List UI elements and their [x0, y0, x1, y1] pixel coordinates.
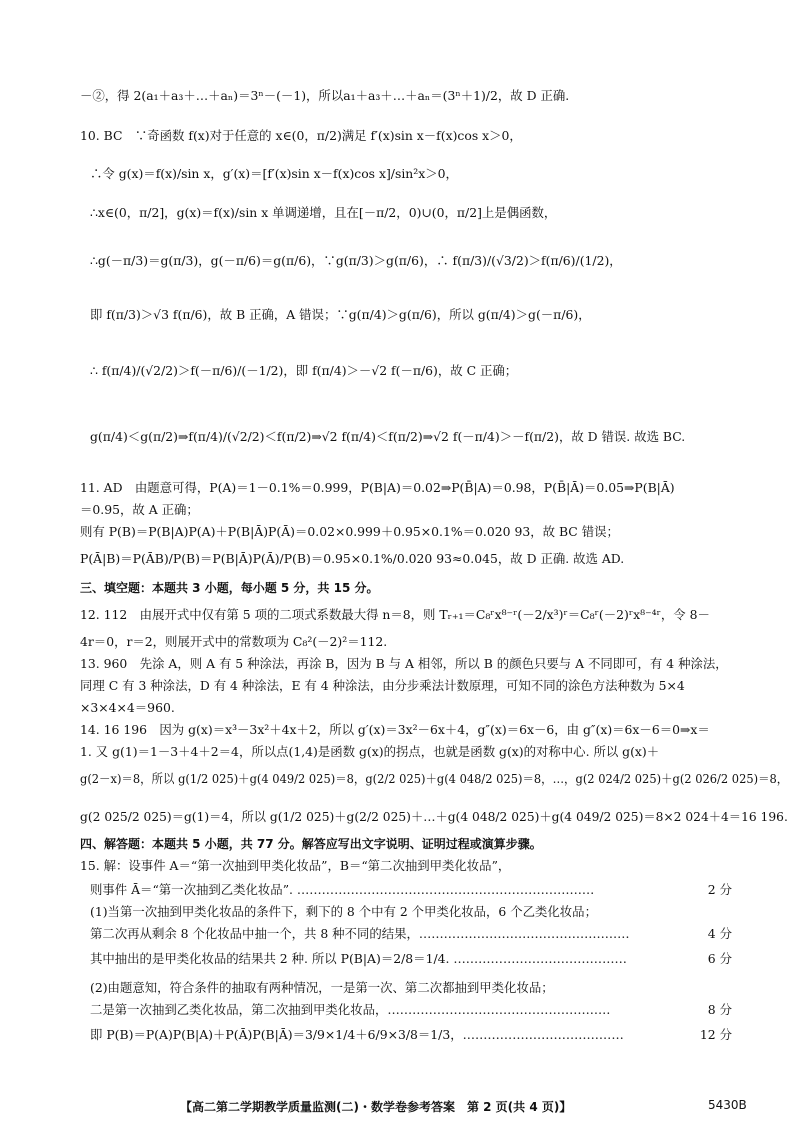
text-line: 13. 960 先涂 A，则 A 有 5 种涂法，再涂 B，因为 B 与 A 相邻，所以 B 的颜色只要与 A 不同即可，有 4 种涂法，	[80, 656, 728, 671]
section-heading: 四、解答题：本题共 5 小题，共 77 分。解答应写出文字说明、证明过程或演算步骤。	[80, 837, 542, 851]
text-line: 则事件 Ā＝“第一次抽到乙类化妆品”. ………………………………………………………………	[90, 882, 595, 897]
text-line: 其中抽出的是甲类化妆品的结果共 2 种. 所以 P(B|A)＝2/8＝1/4. ……………………………………	[90, 951, 627, 966]
page-footer: 【高二第二学期教学质量监测(二)・数学卷参考答案 第 2 页(共 4 页)】	[180, 1100, 572, 1114]
text-line: ∴令 g(x)＝f(x)/sin x，g′(x)＝[f′(x)sin x－f(x)cos x]/sin²x＞0，	[90, 166, 458, 181]
text-line: 11. AD 由题意可得，P(A)＝1－0.1%＝0.999，P(B|A)＝0.02⇒P(B̄|A)＝0.98，P(B̄|Ā)＝0.05⇒P(B|Ā)	[80, 480, 675, 495]
text-line: 同理 C 有 3 种涂法，D 有 4 种涂法，E 有 4 种涂法，由分步乘法计数原理，可知不同的涂色方法种数为 5×4	[80, 678, 685, 693]
text-line: 第二次再从剩余 8 个化妆品中抽一个，共 8 种不同的结果，……………………………………………	[90, 926, 630, 941]
text-line: 即 P(B)＝P(A)P(B|A)＋P(Ā)P(B|Ā)＝3/9×1/4＋6/9×3/8＝1/3，…………………………………	[90, 1027, 624, 1042]
text-line: 12. 112 由展开式中仅有第 5 项的二项式系数最大得 n＝8，则 Tᵣ₊₁＝C₈ʳx⁸⁻ʳ(－2/x³)ʳ＝C₈ʳ(－2)ʳx⁸⁻⁴ʳ，令 8－	[80, 607, 710, 622]
text-line: 即 f(π/3)＞√3 f(π/6)，故 B 正确，A 错误；∵g(π/4)＞g(π/6)，所以 g(π/4)＞g(－π/6)，	[90, 307, 591, 322]
text-line: 15. 解：设事件 A＝“第一次抽到甲类化妆品”，B＝“第二次抽到甲类化妆品”，	[80, 858, 511, 873]
doc-code: 5430B	[708, 1098, 747, 1112]
text-line: 1. 又 g(1)＝1－3＋4＋2＝4，所以点(1,4)是函数 g(x)的拐点，也就是函数 g(x)的对称中心. 所以 g(x)＋	[80, 744, 660, 759]
text-line: g(π/4)＜g(π/2)⇒f(π/4)/(√2/2)＜f(π/2)⇒√2 f(π/4)＜f(π/2)⇒√2 f(－π/4)＞－f(π/2)，故 D 错误. 故选 BC.	[90, 429, 686, 444]
score-label: 8 分	[707, 1002, 732, 1017]
section-heading: 三、填空题：本题共 3 小题，每小题 5 分，共 15 分。	[80, 581, 379, 595]
text-line: 则有 P(B)＝P(B|A)P(A)＋P(B|Ā)P(Ā)＝0.02×0.999＋0.95×0.1%＝0.020 93，故 BC 错误；	[80, 524, 619, 539]
text-line: g(2－x)＝8，所以 g(1/2 025)＋g(4 049/2 025)＝8，g(2/2 025)＋g(4 048/2 025)＝8，…，g(2 024/2 025)＋g(2 026/2 025)＝8，	[80, 771, 789, 786]
text-line: g(2 025/2 025)＝g(1)＝4，所以 g(1/2 025)＋g(2/2 025)＋…＋g(4 048/2 025)＋g(4 049/2 025)＝8×2 024＋4＝16 196.	[80, 809, 788, 824]
text-line: ∴ f(π/4)/(√2/2)＞f(－π/6)/(－1/2)，即 f(π/4)＞－√2 f(－π/6)，故 C 正确；	[90, 363, 518, 378]
text-line: 二是第一次抽到乙类化妆品，第二次抽到甲类化妆品，………………………………………………	[90, 1002, 611, 1017]
text-line: ＝0.95，故 A 正确；	[80, 502, 199, 517]
text-line: 4r＝0，r＝2，则展开式中的常数项为 C₈²(－2)²＝112.	[80, 634, 388, 649]
score-label: 6 分	[707, 951, 732, 966]
text-line: P(Ā|B)＝P(ĀB)/P(B)＝P(B|Ā)P(Ā)/P(B)＝0.95×0.1%/0.020 93≈0.045，故 D 正确. 故选 AD.	[80, 551, 625, 566]
score-label: 4 分	[707, 926, 732, 941]
text-line: ×3×4×4＝960.	[80, 700, 175, 715]
text-line: 14. 16 196 因为 g(x)＝x³－3x²＋4x＋2，所以 g′(x)＝3x²－6x＋4，g″(x)＝6x－6，由 g″(x)＝6x－6＝0⇒x＝	[80, 722, 710, 737]
text-line: －②，得 2(a₁＋a₃＋…＋aₙ)＝3ⁿ－(－1)，所以a₁＋a₃＋…＋aₙ＝(3ⁿ＋1)/2，故 D 正确.	[80, 88, 570, 103]
text-line: (1)当第一次抽到甲类化妆品的条件下，剩下的 8 个中有 2 个甲类化妆品，6 个乙类化妆品；	[90, 904, 597, 919]
text-line: (2)由题意知，符合条件的抽取有两种情况，一是第一次、第二次都抽到甲类化妆品；	[90, 980, 554, 995]
text-line: ∴x∈(0，π/2]，g(x)＝f(x)/sin x 单调递增，且在[－π/2，0)∪(0，π/2]上是偶函数，	[90, 205, 557, 220]
text-line: 10. BC ∵奇函数 f(x)对于任意的 x∈(0，π/2)满足 f′(x)sin x－f(x)cos x＞0，	[80, 128, 522, 143]
text-line: ∴g(－π/3)＝g(π/3)，g(－π/6)＝g(π/6)，∵g(π/3)＞g(π/6)，∴ f(π/3)/(√3/2)＞f(π/6)/(1/2)，	[90, 253, 622, 268]
score-label: 12 分	[699, 1027, 732, 1042]
score-label: 2 分	[707, 882, 732, 897]
